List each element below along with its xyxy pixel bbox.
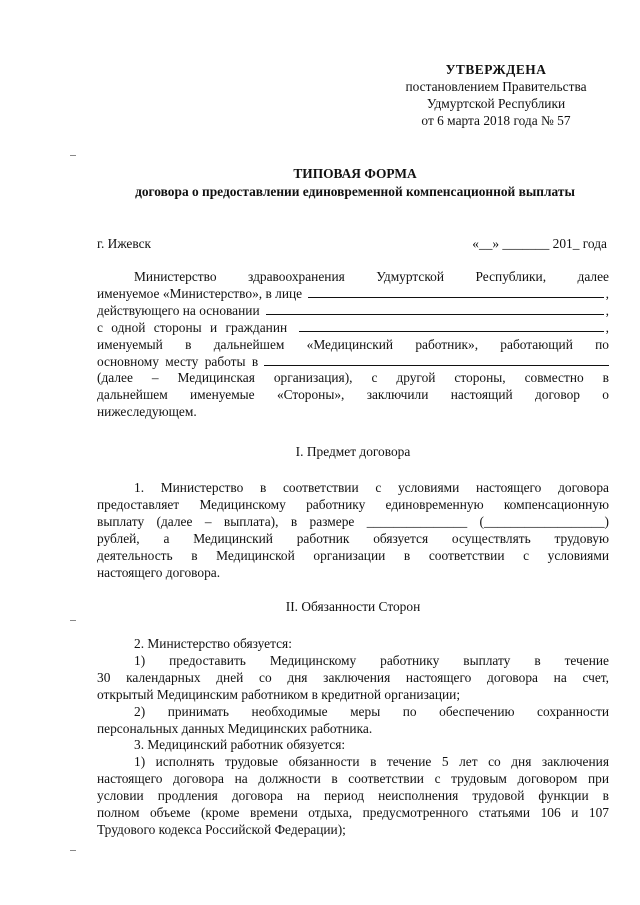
preamble-line: именуемый в дальнейшем «Медицинский работник», работающий по bbox=[97, 336, 609, 352]
approval-line: Удмуртской Республики bbox=[426, 95, 566, 111]
paragraph-line: выплату (далее – выплата), в размере _______________ (__________________) bbox=[97, 513, 609, 529]
approval-line: постановлением Правительства bbox=[405, 78, 587, 94]
scan-mark bbox=[70, 850, 76, 851]
section1-paragraph bbox=[97, 480, 609, 581]
blank-field bbox=[266, 303, 604, 315]
paragraph-line: 1) предоставить Медицинскому работнику выплату в течение bbox=[134, 652, 609, 668]
preamble-line: дальнейшем именуемые «Стороны», заключили настоящий договор о bbox=[97, 387, 609, 403]
preamble-line-text: с одной стороны и гражданин bbox=[97, 319, 288, 335]
paragraph-line: открытый Медицинским работником в кредитной организации; bbox=[97, 686, 461, 702]
paragraph-line: деятельность в Медицинской организации в соответствии с условиями bbox=[97, 547, 609, 563]
paragraph-line: 2) принимать необходимые меры по обеспечению сохранности bbox=[134, 703, 609, 719]
paragraph-line: настоящего договора на должности в соответствии с трудовым договором при bbox=[97, 771, 609, 787]
paragraph-line: 30 календарных дней со дня заключения настоящего договора на счет, bbox=[97, 669, 609, 685]
preamble-line bbox=[97, 303, 609, 320]
blank-field bbox=[308, 286, 604, 298]
paragraph-line: рублей, а Медицинский работник обязуется осуществлять трудовую bbox=[97, 530, 609, 546]
paragraph-line: 1) исполнять трудовые обязанности в течение 5 лет со дня заключения bbox=[134, 754, 609, 770]
approval-title: УТВЕРЖДЕНА bbox=[445, 62, 547, 77]
city: г. Ижевск bbox=[97, 236, 152, 251]
preamble-line: (далее – Медицинская организация), с другой стороны, совместно в bbox=[97, 370, 609, 386]
preamble-line-text: основному месту работы в bbox=[97, 353, 259, 369]
document-title: ТИПОВАЯ ФОРМА bbox=[293, 166, 417, 181]
contract-date: «__» _______ 201_ года bbox=[472, 236, 607, 251]
paragraph-line: 1. Министерство в соответствии с условиями настоящего договора bbox=[134, 480, 609, 495]
paragraph-line: персональных данных Медицинских работника. bbox=[97, 720, 373, 736]
comma: , bbox=[605, 302, 609, 318]
approval-block bbox=[372, 62, 620, 130]
preamble-line bbox=[97, 354, 609, 371]
section-heading: II. Обязанности Сторон bbox=[285, 599, 421, 614]
preamble-line: нижеследующем. bbox=[97, 404, 197, 420]
section-heading: I. Предмет договора bbox=[295, 444, 411, 459]
paragraph-line: предоставляет Медицинскому работнику единовременную компенсационную bbox=[97, 496, 609, 512]
paragraph-line: условии продления договора на период неисполнения трудовой функции в bbox=[97, 788, 609, 804]
paragraph-line: настоящего договора. bbox=[97, 564, 221, 580]
preamble-line: Министерство здравоохранения Удмуртской Республики, далее bbox=[134, 269, 609, 284]
preamble-line bbox=[97, 320, 609, 337]
paragraph-line: полном объеме (кроме времени отдыха, предусмотренного статьями 106 и 107 bbox=[97, 805, 609, 821]
preamble-line bbox=[97, 286, 609, 303]
blank-field bbox=[264, 354, 609, 366]
approval-line: от 6 марта 2018 года № 57 bbox=[421, 112, 571, 128]
paragraph-line: 3. Медицинский работник обязуется: bbox=[134, 737, 346, 753]
section2-paragraphs bbox=[97, 636, 609, 839]
paragraph-line: Трудового кодекса Российской Федерации); bbox=[97, 821, 346, 837]
preamble-line-text: действующего на основании bbox=[97, 302, 260, 318]
document-subtitle: договора о предоставлении единовременной компенсационной выплаты bbox=[135, 184, 575, 199]
preamble-line-text: именуемое «Министерство», в лице bbox=[97, 285, 303, 301]
comma: , bbox=[605, 319, 609, 335]
paragraph-line: 2. Министерство обязуется: bbox=[134, 636, 292, 651]
scan-mark bbox=[70, 620, 76, 621]
preamble bbox=[97, 269, 609, 421]
scan-mark bbox=[70, 155, 76, 156]
comma: , bbox=[605, 285, 609, 301]
blank-field bbox=[299, 320, 603, 332]
